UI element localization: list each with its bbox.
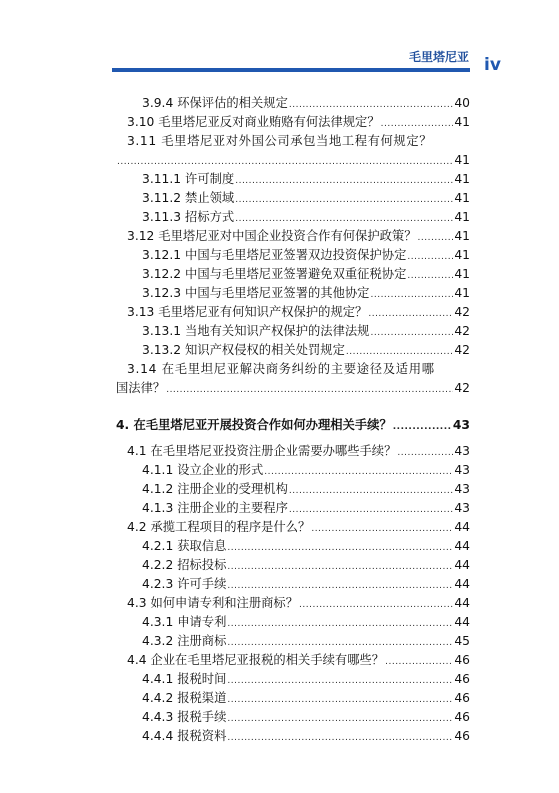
toc-entry-4-1-1[interactable] [142, 461, 470, 481]
toc-entry-label: 4.1.2 注册企业的受理机构 [142, 482, 288, 496]
toc-entry-label: 4.4.1 报税时间 [142, 672, 227, 686]
dot-leader [227, 577, 453, 595]
toc-entry-page: 44 [454, 520, 470, 534]
toc-entry-page: 41 [454, 191, 470, 205]
toc-entry-page: 46 [454, 691, 470, 705]
toc-entry-label: 4.3.2 注册商标 [142, 634, 227, 648]
toc-entry-label: 3.12.3 中国与毛里塔尼亚签署的其他协定 [142, 286, 370, 300]
dot-leader [393, 418, 452, 436]
dot-leader [289, 501, 453, 519]
dot-leader [289, 96, 453, 114]
toc-entry-page: 46 [454, 710, 470, 724]
dot-leader [407, 267, 453, 285]
toc-entry-page: 43 [454, 501, 470, 515]
running-header-title: 毛里塔尼亚 [408, 50, 469, 64]
toc-entry-4-1[interactable] [127, 442, 470, 462]
toc-entry-label: 4.2.1 获取信息 [142, 539, 227, 553]
toc-entry-label: 3.10 毛里塔尼亚反对商业贿赂有何法律规定？ [127, 115, 380, 129]
toc-entry-3-9-4[interactable] [142, 94, 470, 114]
toc-entry-page: 41 [454, 172, 470, 186]
toc-entry-label: 4.4.2 报税渠道 [142, 691, 227, 705]
toc-entry-label: 4. 在毛里塔尼亚开展投资合作如何办理相关手续？ [116, 418, 392, 432]
dot-leader [227, 558, 453, 576]
dot-leader [227, 672, 453, 690]
toc-entry-page: 41 [454, 286, 470, 300]
toc-entry-page: 44 [454, 539, 470, 553]
toc-entry-page: 43 [454, 482, 470, 496]
toc-entry-label: 4.3.1 申请专利 [142, 615, 227, 629]
toc-entry-4-4[interactable] [127, 651, 470, 671]
toc-entry-4-1-2[interactable] [142, 480, 470, 500]
toc-entry-4-3[interactable] [127, 594, 470, 614]
toc-entry-page: 42 [454, 343, 470, 357]
dot-leader [227, 729, 453, 747]
toc-entry-3-14[interactable]: 3.14 在毛里坦尼亚解决商务纠纷的主要途径及适用哪 [127, 362, 435, 376]
toc-entry-label: 4.2.3 许可手续 [142, 577, 227, 591]
toc-entry-label: 4.1.3 注册企业的主要程序 [142, 501, 288, 515]
toc-entry-label: 3.12 毛里塔尼亚对中国企业投资合作有何保护政策？ [127, 229, 417, 243]
toc-entry-label: 4.1 在毛里塔尼亚投资注册企业需要办哪些手续？ [127, 444, 397, 458]
toc-entry-4-2-1[interactable] [142, 537, 470, 557]
toc-entry-3-13-1[interactable] [142, 322, 470, 342]
dot-leader [385, 653, 453, 671]
toc-entry-4-2[interactable] [127, 518, 470, 538]
toc-entry-label: 4.3 如何申请专利和注册商标？ [127, 596, 299, 610]
toc-entry-page: 42 [454, 324, 470, 338]
toc-entry-page: 44 [454, 558, 470, 572]
toc-entry-4-2-2[interactable] [142, 556, 470, 576]
toc-entry-4-1-3[interactable] [142, 499, 470, 519]
toc-entry-label: 3.11.2 禁止领域 [142, 191, 235, 205]
dot-leader [117, 153, 453, 171]
toc-entry-page: 41 [454, 267, 470, 281]
toc-entry-4-2-3[interactable] [142, 575, 470, 595]
toc-entry-4-4-2[interactable] [142, 689, 470, 709]
toc-entry-3-13[interactable] [127, 303, 470, 323]
toc-entry-page: 44 [454, 577, 470, 591]
toc-entry-3-11-continuation[interactable] [116, 151, 470, 171]
dot-leader [346, 343, 453, 361]
page-number: iv [484, 55, 501, 75]
toc-entry-page: 46 [454, 653, 470, 667]
toc-entry-page: 41 [454, 115, 470, 129]
header-rule [112, 68, 470, 72]
toc-entry-page: 43 [454, 463, 470, 477]
dot-leader [227, 691, 453, 709]
toc-entry-3-12[interactable] [127, 227, 470, 247]
toc-entry-3-13-2[interactable] [142, 341, 470, 361]
toc-entry-label: 3.13.1 当地有关知识产权保护的法律法规 [142, 324, 370, 338]
toc-entry-3-11[interactable]: 3.11 毛里塔尼亚对外国公司承包当地工程有何规定？ [127, 134, 433, 148]
toc-entry-3-12-3[interactable] [142, 284, 470, 304]
dot-leader [299, 596, 453, 614]
toc-entry-page: 46 [454, 729, 470, 743]
toc-entry-page: 45 [454, 634, 470, 648]
toc-entry-page: 44 [454, 596, 470, 610]
toc-entry-page: 41 [454, 153, 470, 167]
toc-entry-3-10[interactable] [127, 113, 470, 133]
dot-leader [289, 482, 453, 500]
toc-entry-3-11-3[interactable] [142, 208, 470, 228]
toc-entry-page: 46 [454, 672, 470, 686]
dot-leader [227, 710, 453, 728]
dot-leader [235, 210, 453, 228]
toc-entry-3-12-2[interactable] [142, 265, 470, 285]
dot-leader [407, 248, 453, 266]
dot-leader [264, 463, 453, 481]
toc-entry-page: 41 [454, 210, 470, 224]
toc-entry-label: 4.2 承揽工程项目的程序是什么？ [127, 520, 311, 534]
dot-leader [397, 444, 453, 462]
toc-entry-3-12-1[interactable] [142, 246, 470, 266]
dot-leader [370, 286, 453, 304]
toc-entry-page: 44 [454, 615, 470, 629]
dot-leader [370, 324, 453, 342]
toc-chapter-4[interactable] [116, 416, 470, 436]
toc-entry-3-11-1[interactable] [142, 170, 470, 190]
toc-entry-page: 43 [454, 444, 470, 458]
toc-entry-page: 41 [454, 248, 470, 262]
toc-entry-page: 41 [454, 229, 470, 243]
dot-leader [381, 115, 454, 133]
toc-entry-4-3-2[interactable] [142, 632, 470, 652]
dot-leader [227, 539, 453, 557]
toc-entry-label: 国法律？ [116, 381, 166, 395]
toc-entry-4-4-1[interactable] [142, 670, 470, 690]
toc-entry-label: 4.1.1 设立企业的形式 [142, 463, 264, 477]
toc-entry-3-11-2[interactable] [142, 189, 470, 209]
toc-entry-label: 3.13.2 知识产权侵权的相关处罚规定 [142, 343, 345, 357]
toc-entry-label: 4.4.3 报税手续 [142, 710, 227, 724]
toc-entry-4-4-3[interactable] [142, 708, 470, 728]
dot-leader [166, 381, 453, 399]
toc-entry-4-3-1[interactable] [142, 613, 470, 633]
toc-entry-label: 4.4.4 报税资料 [142, 729, 227, 743]
toc-entry-label: 4.2.2 招标投标 [142, 558, 227, 572]
dot-leader [368, 305, 453, 323]
toc-entry-page: 43 [452, 418, 470, 432]
toc-entry-label: 3.11.3 招标方式 [142, 210, 235, 224]
toc-entry-label: 3.12.2 中国与毛里塔尼亚签署避免双重征税协定 [142, 267, 407, 281]
dot-leader [418, 229, 454, 247]
toc-entry-page: 40 [454, 96, 470, 110]
toc-entry-page: 42 [454, 305, 470, 319]
dot-leader [311, 520, 453, 538]
toc-entry-label: 3.12.1 中国与毛里塔尼亚签署双边投资保护协定 [142, 248, 407, 262]
dot-leader [235, 172, 453, 190]
dot-leader [235, 191, 453, 209]
dot-leader [227, 615, 453, 633]
toc-entry-label: 3.13 毛里塔尼亚有何知识产权保护的规定？ [127, 305, 368, 319]
toc-entry-page: 42 [454, 381, 470, 395]
dot-leader [227, 634, 453, 652]
toc-entry-label: 3.9.4 环保评估的相关规定 [142, 96, 288, 110]
toc-entry-label: 3.11.1 许可制度 [142, 172, 235, 186]
toc-entry-4-4-4[interactable] [142, 727, 470, 747]
toc-entry-label: 4.4 企业在毛里塔尼亚报税的相关手续有哪些？ [127, 653, 385, 667]
toc-entry-3-14-continuation[interactable] [116, 379, 470, 399]
